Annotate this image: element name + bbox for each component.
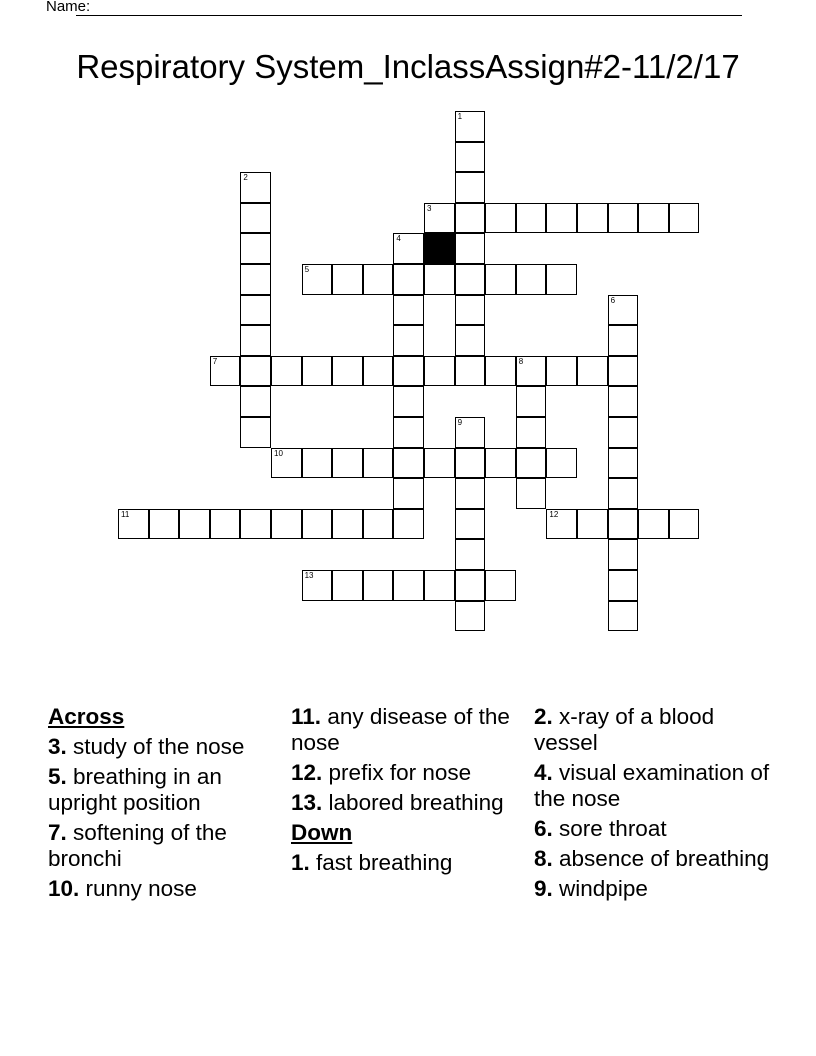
- grid-cell[interactable]: [608, 570, 639, 601]
- clue-across-3: 3. study of the nose: [48, 734, 245, 759]
- grid-cell[interactable]: [393, 356, 424, 387]
- grid-cell[interactable]: [332, 448, 363, 479]
- grid-cell[interactable]: [455, 142, 486, 173]
- grid-cell[interactable]: [424, 448, 455, 479]
- clue-across-12: 12. prefix for nose: [291, 760, 472, 785]
- cell-number: 8: [518, 356, 524, 366]
- grid-cell[interactable]: [455, 325, 486, 356]
- clue-across-13: 13. labored breathing: [291, 790, 504, 815]
- clue-column-1: [48, 704, 286, 906]
- clue-down-6: 6. sore throat: [534, 816, 667, 841]
- grid-cell[interactable]: [546, 509, 577, 540]
- grid-cell[interactable]: [302, 570, 333, 601]
- grid-cell[interactable]: [608, 417, 639, 448]
- grid-cell[interactable]: [638, 509, 669, 540]
- clue-across-11: 11. any disease of the nose: [291, 704, 510, 755]
- grid-cell[interactable]: [669, 509, 700, 540]
- cell-number: 10: [274, 448, 283, 458]
- grid-cell[interactable]: [363, 264, 394, 295]
- grid-cell[interactable]: [271, 448, 302, 479]
- grid-cell[interactable]: [302, 509, 333, 540]
- cell-number: 11: [121, 509, 130, 519]
- grid-cell[interactable]: [638, 203, 669, 234]
- grid-cell[interactable]: [393, 264, 424, 295]
- grid-cell[interactable]: [455, 601, 486, 632]
- grid-cell[interactable]: [393, 570, 424, 601]
- grid-cell[interactable]: [240, 386, 271, 417]
- grid-cell[interactable]: [455, 356, 486, 387]
- clue-down-4: 4. visual examination of the nose: [534, 760, 770, 811]
- grid-cell[interactable]: [516, 264, 547, 295]
- grid-cell[interactable]: [608, 356, 639, 387]
- grid-cell[interactable]: [302, 356, 333, 387]
- grid-cell[interactable]: [455, 264, 486, 295]
- grid-cell[interactable]: [240, 417, 271, 448]
- grid-cell[interactable]: [546, 203, 577, 234]
- grid-cell[interactable]: [608, 448, 639, 479]
- grid-cell[interactable]: [577, 356, 608, 387]
- cell-number: 9: [457, 418, 463, 427]
- grid-cell[interactable]: [455, 417, 486, 448]
- grid-cell[interactable]: [608, 325, 639, 356]
- down-heading: Down: [291, 820, 353, 845]
- page-title: Respiratory System_InclassAssign#2-11/2/17: [76, 48, 740, 85]
- grid-cell[interactable]: [240, 264, 271, 295]
- grid-cell[interactable]: [363, 356, 394, 387]
- grid-cell[interactable]: [608, 509, 639, 540]
- grid-cell[interactable]: [608, 478, 639, 509]
- grid-cell[interactable]: [455, 111, 486, 142]
- grid-cell[interactable]: [240, 233, 271, 264]
- grid-cell[interactable]: [393, 478, 424, 509]
- grid-cell[interactable]: [424, 356, 455, 387]
- clue-column-2: [291, 704, 521, 880]
- grid-cell[interactable]: [240, 325, 271, 356]
- clue-down-8: 8. absence of breathing: [534, 846, 770, 871]
- cell-number: 12: [549, 509, 559, 519]
- clue-across-5: 5. breathing in an upright position: [48, 764, 222, 815]
- grid-cell[interactable]: [210, 509, 241, 540]
- grid-cell[interactable]: [455, 539, 486, 570]
- clue-across-7: 7. softening of the bronchi: [48, 820, 227, 871]
- name-label: Name:: [46, 0, 91, 15]
- grid-cell[interactable]: [424, 570, 455, 601]
- clue-across-10: 10. runny nose: [48, 876, 197, 901]
- black-cell: [424, 233, 455, 264]
- cell-number: 1: [457, 112, 463, 121]
- grid-cell[interactable]: [363, 509, 394, 540]
- grid-cell[interactable]: [455, 509, 486, 540]
- grid-cell[interactable]: [455, 448, 486, 479]
- grid-cell[interactable]: [485, 356, 516, 387]
- grid-cell[interactable]: [302, 448, 333, 479]
- grid-cell[interactable]: [149, 509, 180, 540]
- grid-cell[interactable]: [485, 570, 516, 601]
- grid-cell[interactable]: [546, 264, 577, 295]
- clue-down-1: 1. fast breathing: [291, 850, 453, 875]
- grid-cell[interactable]: [210, 356, 241, 387]
- grid-cell[interactable]: [393, 448, 424, 479]
- across-heading: Across: [48, 704, 125, 729]
- grid-cell[interactable]: [393, 325, 424, 356]
- clue-down-2: 2. x-ray of a blood vessel: [534, 704, 715, 755]
- cell-number: 7: [212, 356, 218, 366]
- grid-cell[interactable]: [271, 509, 302, 540]
- grid-cell[interactable]: [240, 356, 271, 387]
- grid-cell[interactable]: [393, 417, 424, 448]
- grid-cell[interactable]: [546, 448, 577, 479]
- grid-cell[interactable]: [608, 386, 639, 417]
- grid-cell[interactable]: [393, 295, 424, 326]
- grid-cell[interactable]: [393, 386, 424, 417]
- grid-cell[interactable]: [516, 386, 547, 417]
- clue-down-9: 9. windpipe: [534, 876, 648, 901]
- cell-number: 6: [610, 295, 616, 305]
- grid-cell[interactable]: [485, 448, 516, 479]
- grid-cell[interactable]: [240, 509, 271, 540]
- grid-cell[interactable]: [424, 264, 455, 295]
- grid-cell[interactable]: [455, 172, 486, 203]
- cell-number: 3: [427, 203, 432, 213]
- grid-cell[interactable]: [577, 509, 608, 540]
- grid-cell[interactable]: [118, 509, 149, 540]
- cell-number: 4: [396, 234, 401, 244]
- grid-cell[interactable]: [516, 356, 547, 387]
- grid-cell[interactable]: [455, 295, 486, 326]
- grid-cell[interactable]: [485, 264, 516, 295]
- cell-number: 13: [304, 571, 314, 580]
- grid-cell[interactable]: [332, 509, 363, 540]
- grid-cell[interactable]: [546, 356, 577, 387]
- grid-cell[interactable]: [455, 478, 486, 509]
- grid-cell[interactable]: [240, 172, 271, 203]
- grid-cell[interactable]: [455, 570, 486, 601]
- grid-cell[interactable]: [516, 417, 547, 448]
- grid-cell[interactable]: [455, 203, 486, 234]
- grid-cell[interactable]: [302, 264, 333, 295]
- grid-cell[interactable]: [240, 295, 271, 326]
- grid-cell[interactable]: [608, 203, 639, 234]
- cell-number: 2: [243, 173, 248, 183]
- grid-cell[interactable]: [608, 539, 639, 570]
- grid-cell[interactable]: [577, 203, 608, 234]
- grid-cell[interactable]: [424, 203, 455, 234]
- cell-number: 5: [304, 265, 310, 274]
- grid-cell[interactable]: [516, 478, 547, 509]
- grid-cell[interactable]: [516, 203, 547, 234]
- grid-cell[interactable]: [485, 203, 516, 234]
- grid-cell[interactable]: [393, 509, 424, 540]
- grid-cell[interactable]: [608, 601, 639, 632]
- grid-cell[interactable]: [332, 570, 363, 601]
- grid-cell[interactable]: [455, 233, 486, 264]
- clue-column-3: [534, 704, 774, 906]
- grid-cell[interactable]: [363, 448, 394, 479]
- grid-cell[interactable]: [240, 203, 271, 234]
- grid-cell[interactable]: [608, 295, 639, 326]
- grid-cell[interactable]: [363, 570, 394, 601]
- grid-cell[interactable]: [332, 356, 363, 387]
- grid-cell[interactable]: [516, 448, 547, 479]
- grid-cell[interactable]: [332, 264, 363, 295]
- grid-cell[interactable]: [179, 509, 210, 540]
- grid-cell[interactable]: [669, 203, 700, 234]
- grid-cell[interactable]: [271, 356, 302, 387]
- grid-cell[interactable]: [393, 233, 424, 264]
